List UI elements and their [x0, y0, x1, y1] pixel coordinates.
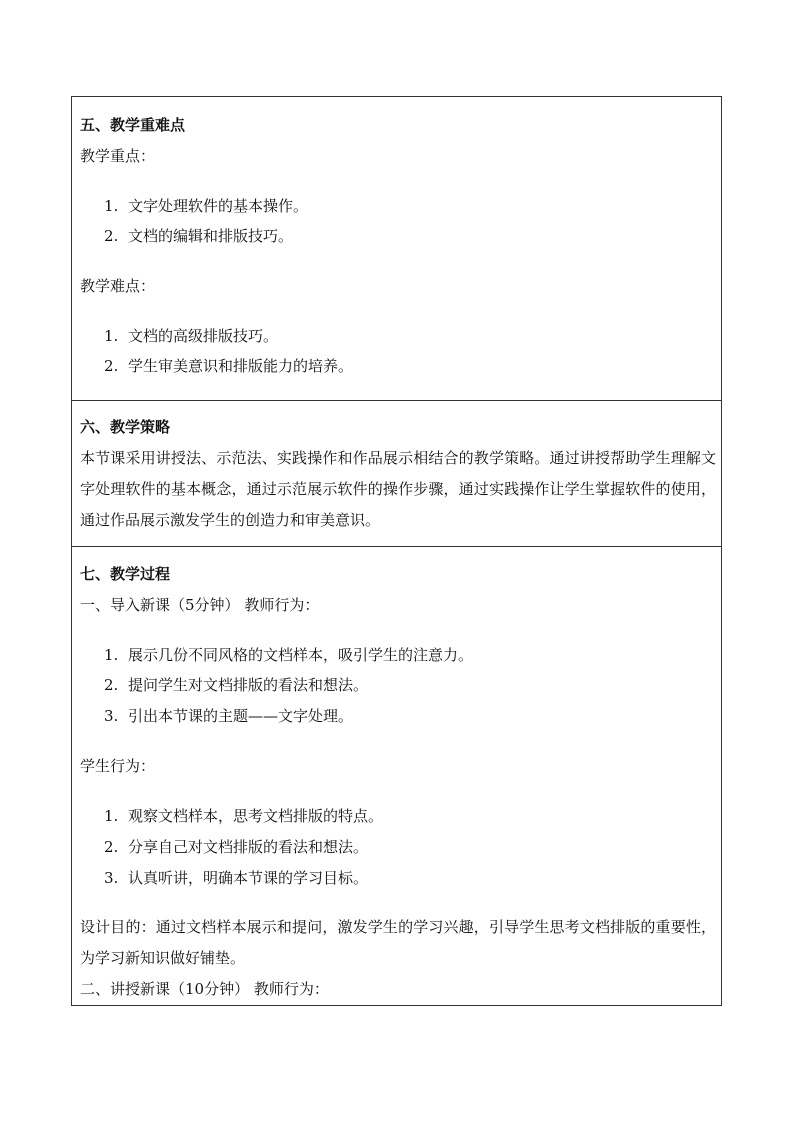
list-text: 文字处理软件的基本操作。 — [128, 197, 309, 215]
lesson-plan-table — [71, 96, 722, 1006]
list-item — [104, 326, 278, 346]
list-number: 2. — [104, 676, 119, 694]
section-heading: 七、教学过程 — [80, 565, 171, 583]
list-text: 提问学生对文档排版的看法和想法。 — [128, 676, 369, 694]
list-item — [104, 196, 308, 216]
list-item — [104, 645, 473, 665]
section-heading: 六、教学策略 — [80, 418, 171, 436]
list-text: 学生审美意识和排版能力的培养。 — [128, 357, 354, 375]
list-text: 文档的编辑和排版技巧。 — [128, 227, 294, 245]
list-number: 3. — [104, 869, 119, 887]
section-heading: 五、教学重难点 — [80, 116, 186, 134]
list-text: 引出本节课的主题——文字处理。 — [128, 707, 354, 725]
difficulty-label: 教学难点： — [80, 277, 156, 295]
list-text: 分享自己对文档排版的看法和想法。 — [128, 838, 369, 856]
part-one-line: 一、导入新课（5分钟） 教师行为： — [80, 596, 320, 614]
section-teaching-process — [72, 547, 721, 1005]
list-number: 1. — [104, 197, 119, 215]
list-number: 1. — [104, 327, 119, 345]
list-number: 3. — [104, 707, 119, 725]
list-item — [104, 226, 293, 246]
design-purpose-paragraph: 设计目的：通过文档样本展示和提问，激发学生的学习兴趣，引导学生思考文档排版的重要性，为学习新知识做好铺垫。 — [80, 918, 716, 967]
list-item — [104, 837, 368, 857]
list-item — [104, 868, 368, 888]
list-number: 1. — [104, 807, 119, 825]
student-label: 学生行为： — [80, 757, 156, 775]
list-text: 展示几份不同风格的文档样本，吸引学生的注意力。 — [128, 646, 474, 664]
part-two-line: 二、讲授新课（10分钟） 教师行为： — [80, 980, 329, 998]
list-number: 1. — [104, 646, 119, 664]
list-text: 认真听讲，明确本节课的学习目标。 — [128, 869, 369, 887]
list-text: 文档的高级排版技巧。 — [128, 327, 279, 345]
section-teaching-strategy — [72, 401, 721, 547]
focus-label: 教学重点： — [80, 147, 156, 165]
strategy-paragraph: 本节课采用讲授法、示范法、实践操作和作品展示相结合的教学策略。通过讲授帮助学生理解文字处理软件的基本概念，通过示范展示软件的操作步骤，通过实践操作让学生掌握软件的使用，通过作品展示激发学生的创造力和审美意识。 — [80, 449, 716, 529]
section-key-points — [72, 97, 721, 401]
list-item — [104, 675, 368, 695]
list-text: 观察文档样本，思考文档排版的特点。 — [128, 807, 384, 825]
list-item — [104, 706, 353, 726]
list-item — [104, 806, 383, 826]
list-item — [104, 356, 353, 376]
list-number: 2. — [104, 838, 119, 856]
list-number: 2. — [104, 357, 119, 375]
list-number: 2. — [104, 227, 119, 245]
